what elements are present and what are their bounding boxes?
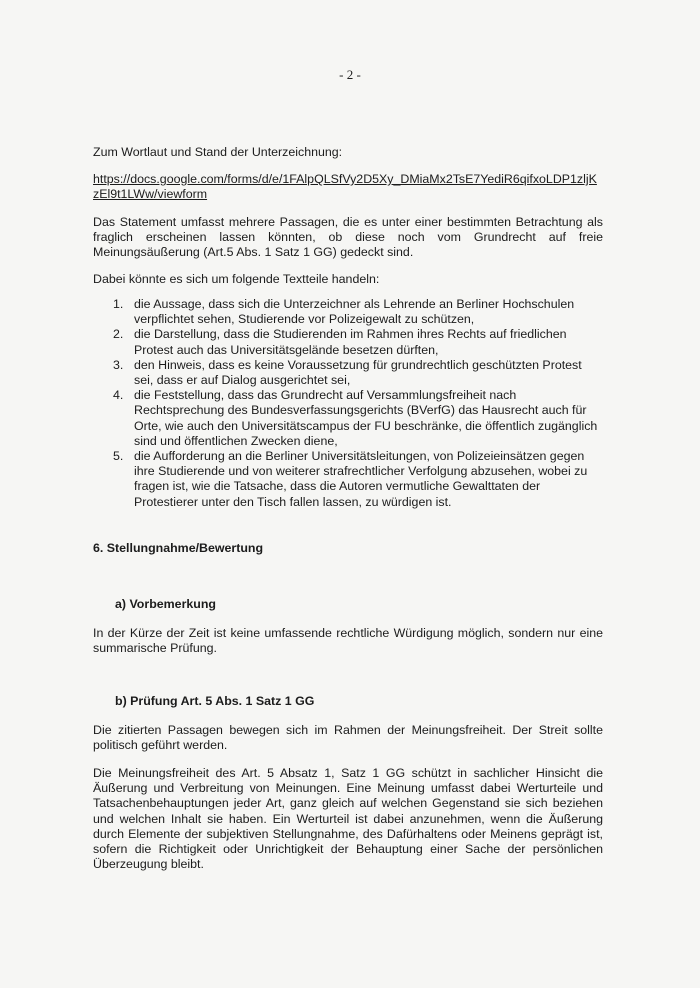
form-link-block (93, 172, 603, 202)
paragraph-meinungsfreiheit-1: Die zitierten Passagen bewegen sich im Rahmen der Meinungsfreiheit. Der Streit sollte politisch geführt werden. (93, 723, 603, 753)
list-item (93, 297, 603, 327)
subsection-b-heading: b) Prüfung Art. 5 Abs. 1 Satz 1 GG (115, 694, 315, 708)
list-item-number: 1. (113, 297, 124, 311)
list-item-text: die Aufforderung an die Berliner Universitätsleitungen, von Polizeieinsätzen gegen ihre Studierende und von weiterer strafrechtlicher Verfolgung abzusehen, wobei zu fragen ist, wie die Tatsache, dass die Autoren vermutliche Gewalttaten der Protestierer unter den Tisch fallen lassen, zu würdigen ist. (134, 449, 588, 509)
list-item-number: 4. (113, 388, 124, 403)
passages-list (93, 297, 603, 510)
list-item (93, 449, 603, 510)
section-6-heading: 6. Stellungnahme/Bewertung (93, 541, 264, 555)
list-item (93, 358, 603, 388)
list-item-number: 5. (113, 449, 124, 464)
paragraph-meinungsfreiheit-2: Die Meinungsfreiheit des Art. 5 Absatz 1, Satz 1 GG schützt in sachlicher Hinsicht die Äußerung und Verbreitung von Meinungen. Eine Meinung umfasst dabei Werturteile und Tatsachenbehauptungen jeder Art, ganz gleich auf welchen Gegenstand sie sich beziehen und welchen Inhalt sie haben. Ein Werturteil ist dabei anzunehmen, wenn die Äußerung durch Elemente der subjektiven Stellungnahme, des Dafürhaltens oder Meinens geprägt ist, sofern die Richtigkeit oder Unrichtigkeit der Behauptung einer Sache der persönlichen Überzeugung bleibt. (93, 766, 603, 872)
subsection-a-heading: a) Vorbemerkung (115, 597, 216, 611)
list-item-text: die Aussage, dass sich die Unterzeichner als Lehrende an Berliner Hochschulen verpflichtet sehen, Studierende vor Polizeigewalt zu schützen, (134, 297, 575, 327)
list-item-text: den Hinweis, dass es keine Voraussetzung für grundrechtlich geschützten Protest sei, dass er auf Dialog ausgerichtet sei, (134, 357, 582, 388)
page-number: - 2 - (339, 67, 361, 82)
list-item-text: die Feststellung, dass das Grundrecht auf Versammlungsfreiheit nach Rechtsprechung des Bundesverfassungsgerichts (BVerfG) das Hausrecht auch für Orte, wie auch den Universitätscampus der FU beschränke, die öffentlich zugänglich sind und öffentlichen Zwecken diene, (134, 388, 598, 448)
list-item (93, 388, 603, 449)
paragraph-statement: Das Statement umfasst mehrere Passagen, die es unter einer bestimmten Betrachtung als fraglich erscheinen lassen könnten, ob diese noch vom Grundrecht auf freie Meinungsäußerung (Art.5 Abs. 1 Satz 1 GG) gedeckt sind. (93, 215, 603, 260)
form-link[interactable]: https://docs.google.com/forms/d/e/1FAlpQLSfVy2D5Xy_DMiaMx2TsE7YediR6qifxoLDP1zljKzEl9t1LWw/viewform (93, 172, 597, 202)
paragraph-vorbemerkung: In der Kürze der Zeit ist keine umfassende rechtliche Würdigung möglich, sondern nur eine summarische Prüfung. (93, 626, 603, 656)
list-item-number: 2. (113, 327, 124, 342)
list-item-number: 3. (113, 357, 124, 372)
paragraph-textteile: Dabei könnte es sich um folgende Textteile handeln: (93, 272, 380, 286)
intro-label: Zum Wortlaut und Stand der Unterzeichnung: (93, 145, 343, 159)
list-item (93, 327, 603, 357)
list-item-text: die Darstellung, dass die Studierenden im Rahmen ihres Rechts auf friedlichen Protest auch das Universitätsgelände besetzen dürften, (134, 327, 567, 357)
